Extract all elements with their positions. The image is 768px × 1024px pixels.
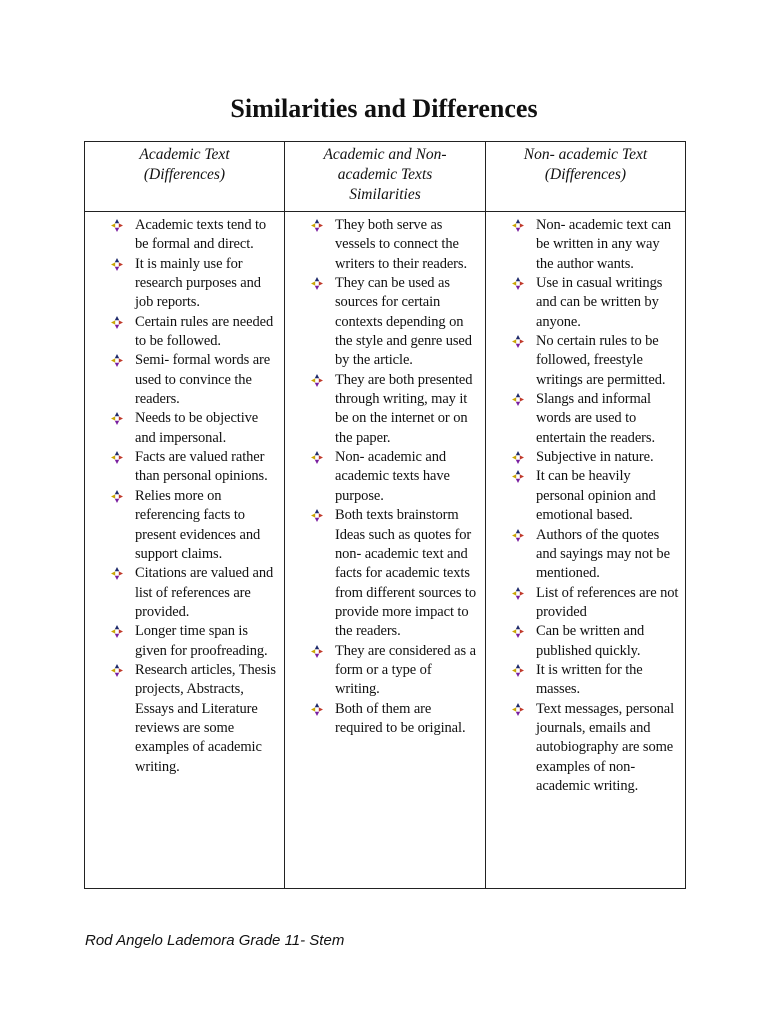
list-item-text: Non- academic and academic texts have purpose. <box>335 449 450 504</box>
academic-differences-list <box>89 216 278 777</box>
four-arrow-bullet-icon <box>111 625 123 638</box>
four-arrow-bullet-icon <box>512 587 524 600</box>
list-item <box>89 448 278 487</box>
list-item-text: Certain rules are needed to be followed. <box>135 313 274 350</box>
list-item <box>490 584 679 623</box>
list-item <box>89 255 278 313</box>
list-item-text: Use in casual writings and can be written by anyone. <box>536 275 663 330</box>
list-item-text: Relies more on referencing facts to present evidences and support claims. <box>135 487 261 562</box>
list-item-text: Can be written and published quickly. <box>536 623 645 659</box>
list-item-text: Needs to be objective and impersonal. <box>135 410 259 446</box>
list-item <box>89 313 278 352</box>
author-footer: Rod Angelo Lademora Grade 11- Stem <box>85 932 345 949</box>
four-arrow-bullet-icon <box>111 258 123 271</box>
four-arrow-bullet-icon <box>311 645 323 658</box>
list-item <box>289 274 479 371</box>
list-item-text: Semi- formal words are used to convince the readers. <box>135 352 271 408</box>
comparison-table <box>84 141 686 889</box>
list-item-text: It is mainly use for research purposes and job reports. <box>135 255 261 311</box>
list-item-text: Subjective in nature. <box>536 449 654 466</box>
page-title: Similarities and Differences <box>230 94 538 123</box>
list-item-text: Text messages, personal journals, emails and autobiography are some examples of non- academic writing. <box>536 700 675 794</box>
header-line: Non- academic Text <box>523 146 648 163</box>
four-arrow-bullet-icon <box>111 412 123 425</box>
list-item-text: They can be used as sources for certain contexts depending on the style and genre used by the article. <box>335 275 472 369</box>
list-item-text: Slangs and informal words are used to entertain the readers. <box>536 391 655 446</box>
four-arrow-bullet-icon <box>311 374 323 387</box>
four-arrow-bullet-icon <box>512 664 524 677</box>
header-line: academic Texts <box>337 166 433 183</box>
four-arrow-bullet-icon <box>311 703 323 716</box>
non-academic-differences-cell <box>486 212 686 889</box>
four-arrow-bullet-icon <box>111 219 123 232</box>
similarities-list <box>289 216 479 738</box>
list-item <box>89 622 278 661</box>
header-academic-text <box>85 142 285 212</box>
four-arrow-bullet-icon <box>512 393 524 406</box>
list-item-text: They are considered as a form or a type of writing. <box>335 642 476 698</box>
academic-differences-cell <box>85 212 285 889</box>
list-item <box>490 274 679 332</box>
four-arrow-bullet-icon <box>512 470 524 483</box>
list-item-text: Research articles, Thesis projects, Abstracts, Essays and Literature reviews are some examples of academic writing. <box>135 661 276 775</box>
list-item <box>289 506 479 641</box>
list-item-text: Citations are valued and list of references are provided. <box>135 565 274 620</box>
list-item <box>289 642 479 700</box>
four-arrow-bullet-icon <box>512 451 524 464</box>
list-item-text: Facts are valued rather than personal opinions. <box>135 449 268 485</box>
four-arrow-bullet-icon <box>512 335 524 348</box>
list-item <box>89 351 278 409</box>
list-item-text: Non- academic text can be written in any way the author wants. <box>536 217 672 272</box>
list-item-text: Both texts brainstorm Ideas such as quotes for non- academic text and facts for academic texts from different sources to provide more impact to the readers. <box>335 507 476 640</box>
header-similarities <box>285 142 486 212</box>
list-item-text: No certain rules to be followed, freestyle writings are permitted. <box>536 333 666 388</box>
table-header-row <box>85 142 686 212</box>
similarities-cell <box>285 212 486 889</box>
list-item <box>289 700 479 739</box>
four-arrow-bullet-icon <box>512 625 524 638</box>
list-item-text: Authors of the quotes and sayings may not be mentioned. <box>536 526 670 582</box>
header-line: (Differences) <box>143 166 226 183</box>
list-item-text: They both serve as vessels to connect the writers to their readers. <box>335 217 467 272</box>
list-item <box>490 216 679 274</box>
four-arrow-bullet-icon <box>311 219 323 232</box>
list-item <box>89 487 278 564</box>
list-item <box>89 216 278 255</box>
list-item-text: Both of them are required to be original. <box>335 700 466 736</box>
four-arrow-bullet-icon <box>111 567 123 580</box>
list-item-text: Longer time span is given for proofreading. <box>135 623 268 659</box>
four-arrow-bullet-icon <box>311 451 323 464</box>
list-item <box>490 661 679 700</box>
list-item <box>289 371 479 448</box>
list-item <box>490 448 679 467</box>
list-item <box>490 526 679 584</box>
table-body-row <box>85 212 686 889</box>
list-item <box>490 332 679 390</box>
list-item <box>490 622 679 661</box>
four-arrow-bullet-icon <box>512 277 524 290</box>
four-arrow-bullet-icon <box>311 277 323 290</box>
list-item <box>89 661 278 777</box>
list-item <box>490 700 679 797</box>
list-item <box>289 448 479 506</box>
list-item <box>89 409 278 448</box>
header-non-academic-text <box>486 142 686 212</box>
list-item-text: It is written for the masses. <box>536 661 643 698</box>
four-arrow-bullet-icon <box>111 490 123 503</box>
non-academic-differences-list <box>490 216 679 796</box>
list-item-text: They are both presented through writing, may it be on the internet or on the paper. <box>335 371 473 446</box>
four-arrow-bullet-icon <box>311 509 323 522</box>
four-arrow-bullet-icon <box>111 354 123 367</box>
list-item <box>89 564 278 622</box>
list-item-text: List of references are not provided <box>536 584 679 620</box>
four-arrow-bullet-icon <box>111 316 123 329</box>
header-line: (Differences) <box>544 166 627 183</box>
four-arrow-bullet-icon <box>512 219 524 232</box>
header-line: Academic Text <box>139 146 230 163</box>
list-item-text: It can be heavily personal opinion and emotional based. <box>536 468 656 524</box>
header-line: Similarities <box>349 186 421 203</box>
four-arrow-bullet-icon <box>111 451 123 464</box>
list-item-text: Academic texts tend to be formal and direct. <box>135 217 267 253</box>
four-arrow-bullet-icon <box>512 529 524 542</box>
list-item <box>490 390 679 448</box>
four-arrow-bullet-icon <box>512 703 524 716</box>
list-item <box>289 216 479 274</box>
list-item <box>490 467 679 525</box>
header-line: Academic and Non- <box>323 146 447 163</box>
four-arrow-bullet-icon <box>111 664 123 677</box>
